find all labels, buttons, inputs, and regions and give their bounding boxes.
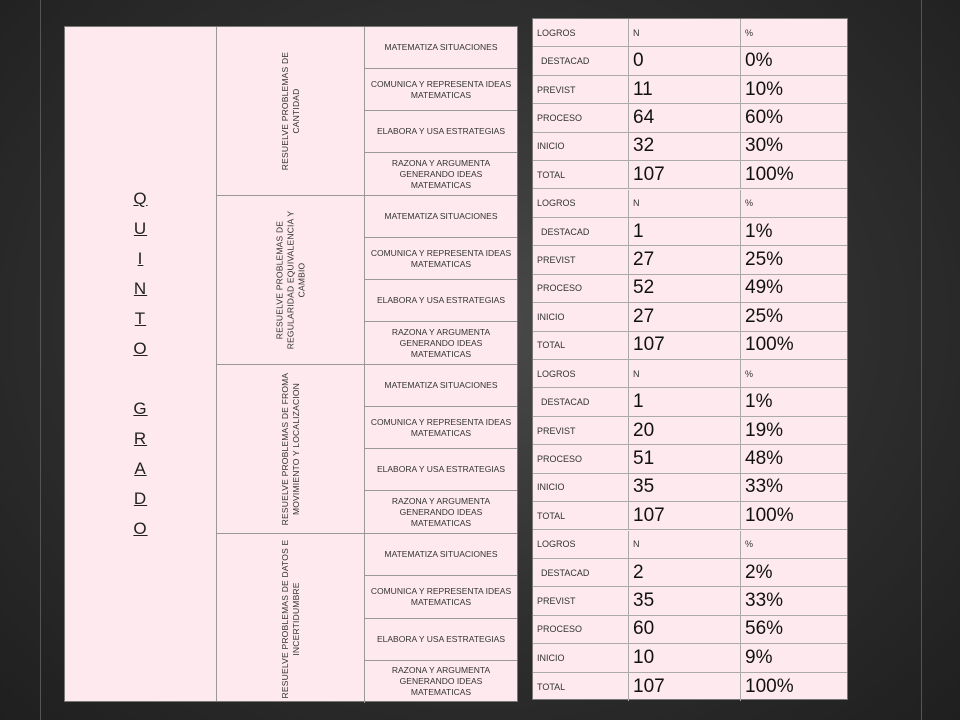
- level-label: DESTACAD: [533, 218, 629, 245]
- count-value: 2: [629, 559, 741, 586]
- count-value: 35: [629, 474, 741, 501]
- grade-letter: Q: [133, 189, 148, 208]
- level-label: DESTACAD: [533, 47, 629, 74]
- competence-group: [217, 196, 517, 365]
- competence-label: RESUELVE PROBLEMAS DE CANTIDAD: [279, 51, 301, 171]
- competence-group: [217, 534, 517, 703]
- percent-value: 9%: [745, 646, 773, 668]
- percent-value: 25%: [745, 305, 784, 327]
- header-n: N: [629, 360, 741, 387]
- grade-column: [65, 27, 217, 701]
- results-row: [533, 445, 847, 473]
- count-value: 27: [629, 303, 741, 330]
- capacity-cell: RAZONA Y ARGUMENTA GENERANDO IDEAS MATEMATICAS: [391, 665, 491, 698]
- header-logros: LOGROS: [533, 360, 629, 387]
- header-n: N: [629, 190, 741, 217]
- grade-letter: G: [133, 399, 148, 418]
- level-label: INICIO: [533, 133, 629, 160]
- percent-value: 10%: [745, 78, 784, 100]
- percent-value: 100%: [745, 504, 794, 526]
- percent-value: 33%: [745, 590, 784, 612]
- results-header-row: [533, 19, 847, 47]
- header-logros: LOGROS: [533, 19, 629, 46]
- percent-value: 2%: [745, 561, 773, 583]
- percent-value: 0%: [745, 50, 773, 72]
- count-value: 1: [629, 388, 741, 415]
- header-percent: %: [745, 368, 754, 379]
- count-value: 32: [629, 133, 741, 160]
- capacity-cell: COMUNICA Y REPRESENTA IDEAS MATEMATICAS: [365, 407, 517, 449]
- percent-value: 30%: [745, 135, 784, 157]
- capacity-cell: MATEMATIZA SITUACIONES: [365, 196, 517, 238]
- count-value: 107: [629, 502, 741, 529]
- results-row: [533, 218, 847, 246]
- header-percent: %: [745, 27, 754, 38]
- results-row: [533, 76, 847, 104]
- capacity-cell: RAZONA Y ARGUMENTA GENERANDO IDEAS MATEMATICAS: [391, 495, 491, 528]
- percent-value: 33%: [745, 476, 784, 498]
- level-label: PREVIST: [533, 76, 629, 103]
- capacities-column: [365, 27, 517, 195]
- percent-value: 48%: [745, 447, 784, 469]
- competence-label: RESUELVE PROBLEMAS DE REGULARIDAD EQUIVALENCIA Y CAMBIO: [274, 210, 306, 350]
- results-row: [533, 388, 847, 416]
- level-label: TOTAL: [533, 332, 629, 359]
- capacity-cell: RAZONA Y ARGUMENTA GENERANDO IDEAS MATEMATICAS: [391, 157, 491, 190]
- level-label: INICIO: [533, 644, 629, 671]
- competence-label: RESUELVE PROBLEMAS DE FROMA MOVIMIENTO Y LOCALIZACION: [279, 372, 301, 526]
- competence-cell: [217, 534, 365, 703]
- level-label: INICIO: [533, 474, 629, 501]
- results-header-row: [533, 531, 847, 559]
- capacity-cell: MATEMATIZA SITUACIONES: [365, 27, 517, 69]
- level-label: DESTACAD: [533, 559, 629, 586]
- level-label: PREVIST: [533, 587, 629, 614]
- percent-value: 56%: [745, 618, 784, 640]
- header-n: N: [629, 531, 741, 558]
- results-row: [533, 104, 847, 132]
- capacity-cell: COMUNICA Y REPRESENTA IDEAS MATEMATICAS: [365, 69, 517, 111]
- results-row: [533, 161, 847, 189]
- results-row: [533, 303, 847, 331]
- results-table: [532, 18, 848, 700]
- capacity-cell: MATEMATIZA SITUACIONES: [365, 534, 517, 576]
- level-label: TOTAL: [533, 673, 629, 701]
- capacity-cell: ELABORA Y USA ESTRATEGIAS: [365, 449, 517, 491]
- grade-letter: A: [134, 459, 147, 478]
- capacity-cell: MATEMATIZA SITUACIONES: [365, 365, 517, 407]
- capacity-cell: COMUNICA Y REPRESENTA IDEAS MATEMATICAS: [365, 238, 517, 280]
- count-value: 11: [629, 76, 741, 103]
- results-row: [533, 332, 847, 360]
- percent-value: 1%: [745, 220, 773, 242]
- results-row: [533, 275, 847, 303]
- count-value: 20: [629, 417, 741, 444]
- count-value: 10: [629, 644, 741, 671]
- capacity-cell: ELABORA Y USA ESTRATEGIAS: [365, 619, 517, 661]
- results-row: [533, 417, 847, 445]
- grade-letter: O: [133, 339, 148, 358]
- percent-value: 49%: [745, 277, 784, 299]
- grade-letter: T: [134, 309, 147, 328]
- level-label: PREVIST: [533, 246, 629, 273]
- competence-group: [217, 365, 517, 534]
- results-header-row: [533, 190, 847, 218]
- grade-letter: I: [137, 249, 144, 268]
- grade-letter: O: [133, 519, 148, 538]
- results-row: [533, 133, 847, 161]
- results-row: [533, 474, 847, 502]
- level-label: PROCESO: [533, 275, 629, 302]
- percent-value: 1%: [745, 391, 773, 413]
- capacity-cell: COMUNICA Y REPRESENTA IDEAS MATEMATICAS: [365, 576, 517, 618]
- percent-value: 19%: [745, 419, 784, 441]
- header-n: N: [629, 19, 741, 46]
- count-value: 107: [629, 332, 741, 359]
- results-row: [533, 47, 847, 75]
- count-value: 60: [629, 616, 741, 643]
- percent-value: 100%: [745, 163, 794, 185]
- percent-value: 25%: [745, 249, 784, 271]
- grade-letter: R: [133, 429, 148, 448]
- results-row: [533, 559, 847, 587]
- competence-label: RESUELVE PROBLEMAS DE DATOS E INCERTIDUMBRE: [279, 539, 301, 698]
- header-percent: %: [745, 198, 754, 209]
- count-value: 107: [629, 161, 741, 188]
- count-value: 27: [629, 246, 741, 273]
- count-value: 35: [629, 587, 741, 614]
- level-label: PROCESO: [533, 104, 629, 131]
- capacity-cell: ELABORA Y USA ESTRATEGIAS: [365, 280, 517, 322]
- level-label: DESTACAD: [533, 388, 629, 415]
- header-logros: LOGROS: [533, 190, 629, 217]
- percent-value: 100%: [745, 334, 794, 356]
- percent-value: 60%: [745, 106, 784, 128]
- count-value: 1: [629, 218, 741, 245]
- results-row: [533, 616, 847, 644]
- competence-cell: [217, 27, 365, 195]
- grade-letter: D: [133, 489, 148, 508]
- level-label: TOTAL: [533, 161, 629, 188]
- count-value: 0: [629, 47, 741, 74]
- level-label: PROCESO: [533, 445, 629, 472]
- competence-group: [217, 27, 517, 196]
- results-row: [533, 644, 847, 672]
- results-row: [533, 673, 847, 701]
- capacities-column: [365, 534, 517, 703]
- header-logros: LOGROS: [533, 531, 629, 558]
- capacity-cell: ELABORA Y USA ESTRATEGIAS: [365, 111, 517, 153]
- grade-letter: N: [133, 279, 148, 298]
- percent-value: 100%: [745, 675, 794, 697]
- capacities-column: [365, 196, 517, 364]
- level-label: TOTAL: [533, 502, 629, 529]
- count-value: 51: [629, 445, 741, 472]
- level-label: PREVIST: [533, 417, 629, 444]
- results-row: [533, 587, 847, 615]
- count-value: 52: [629, 275, 741, 302]
- competence-cell: [217, 365, 365, 533]
- results-row: [533, 246, 847, 274]
- level-label: INICIO: [533, 303, 629, 330]
- results-header-row: [533, 360, 847, 388]
- header-percent: %: [745, 539, 754, 550]
- results-row: [533, 502, 847, 530]
- count-value: 107: [629, 673, 741, 701]
- competencies-table: [64, 26, 518, 702]
- capacity-cell: RAZONA Y ARGUMENTA GENERANDO IDEAS MATEMATICAS: [391, 326, 491, 359]
- grade-letter: U: [133, 219, 148, 238]
- capacities-column: [365, 365, 517, 533]
- competence-groups: [217, 27, 517, 701]
- competence-cell: [217, 196, 365, 364]
- level-label: PROCESO: [533, 616, 629, 643]
- count-value: 64: [629, 104, 741, 131]
